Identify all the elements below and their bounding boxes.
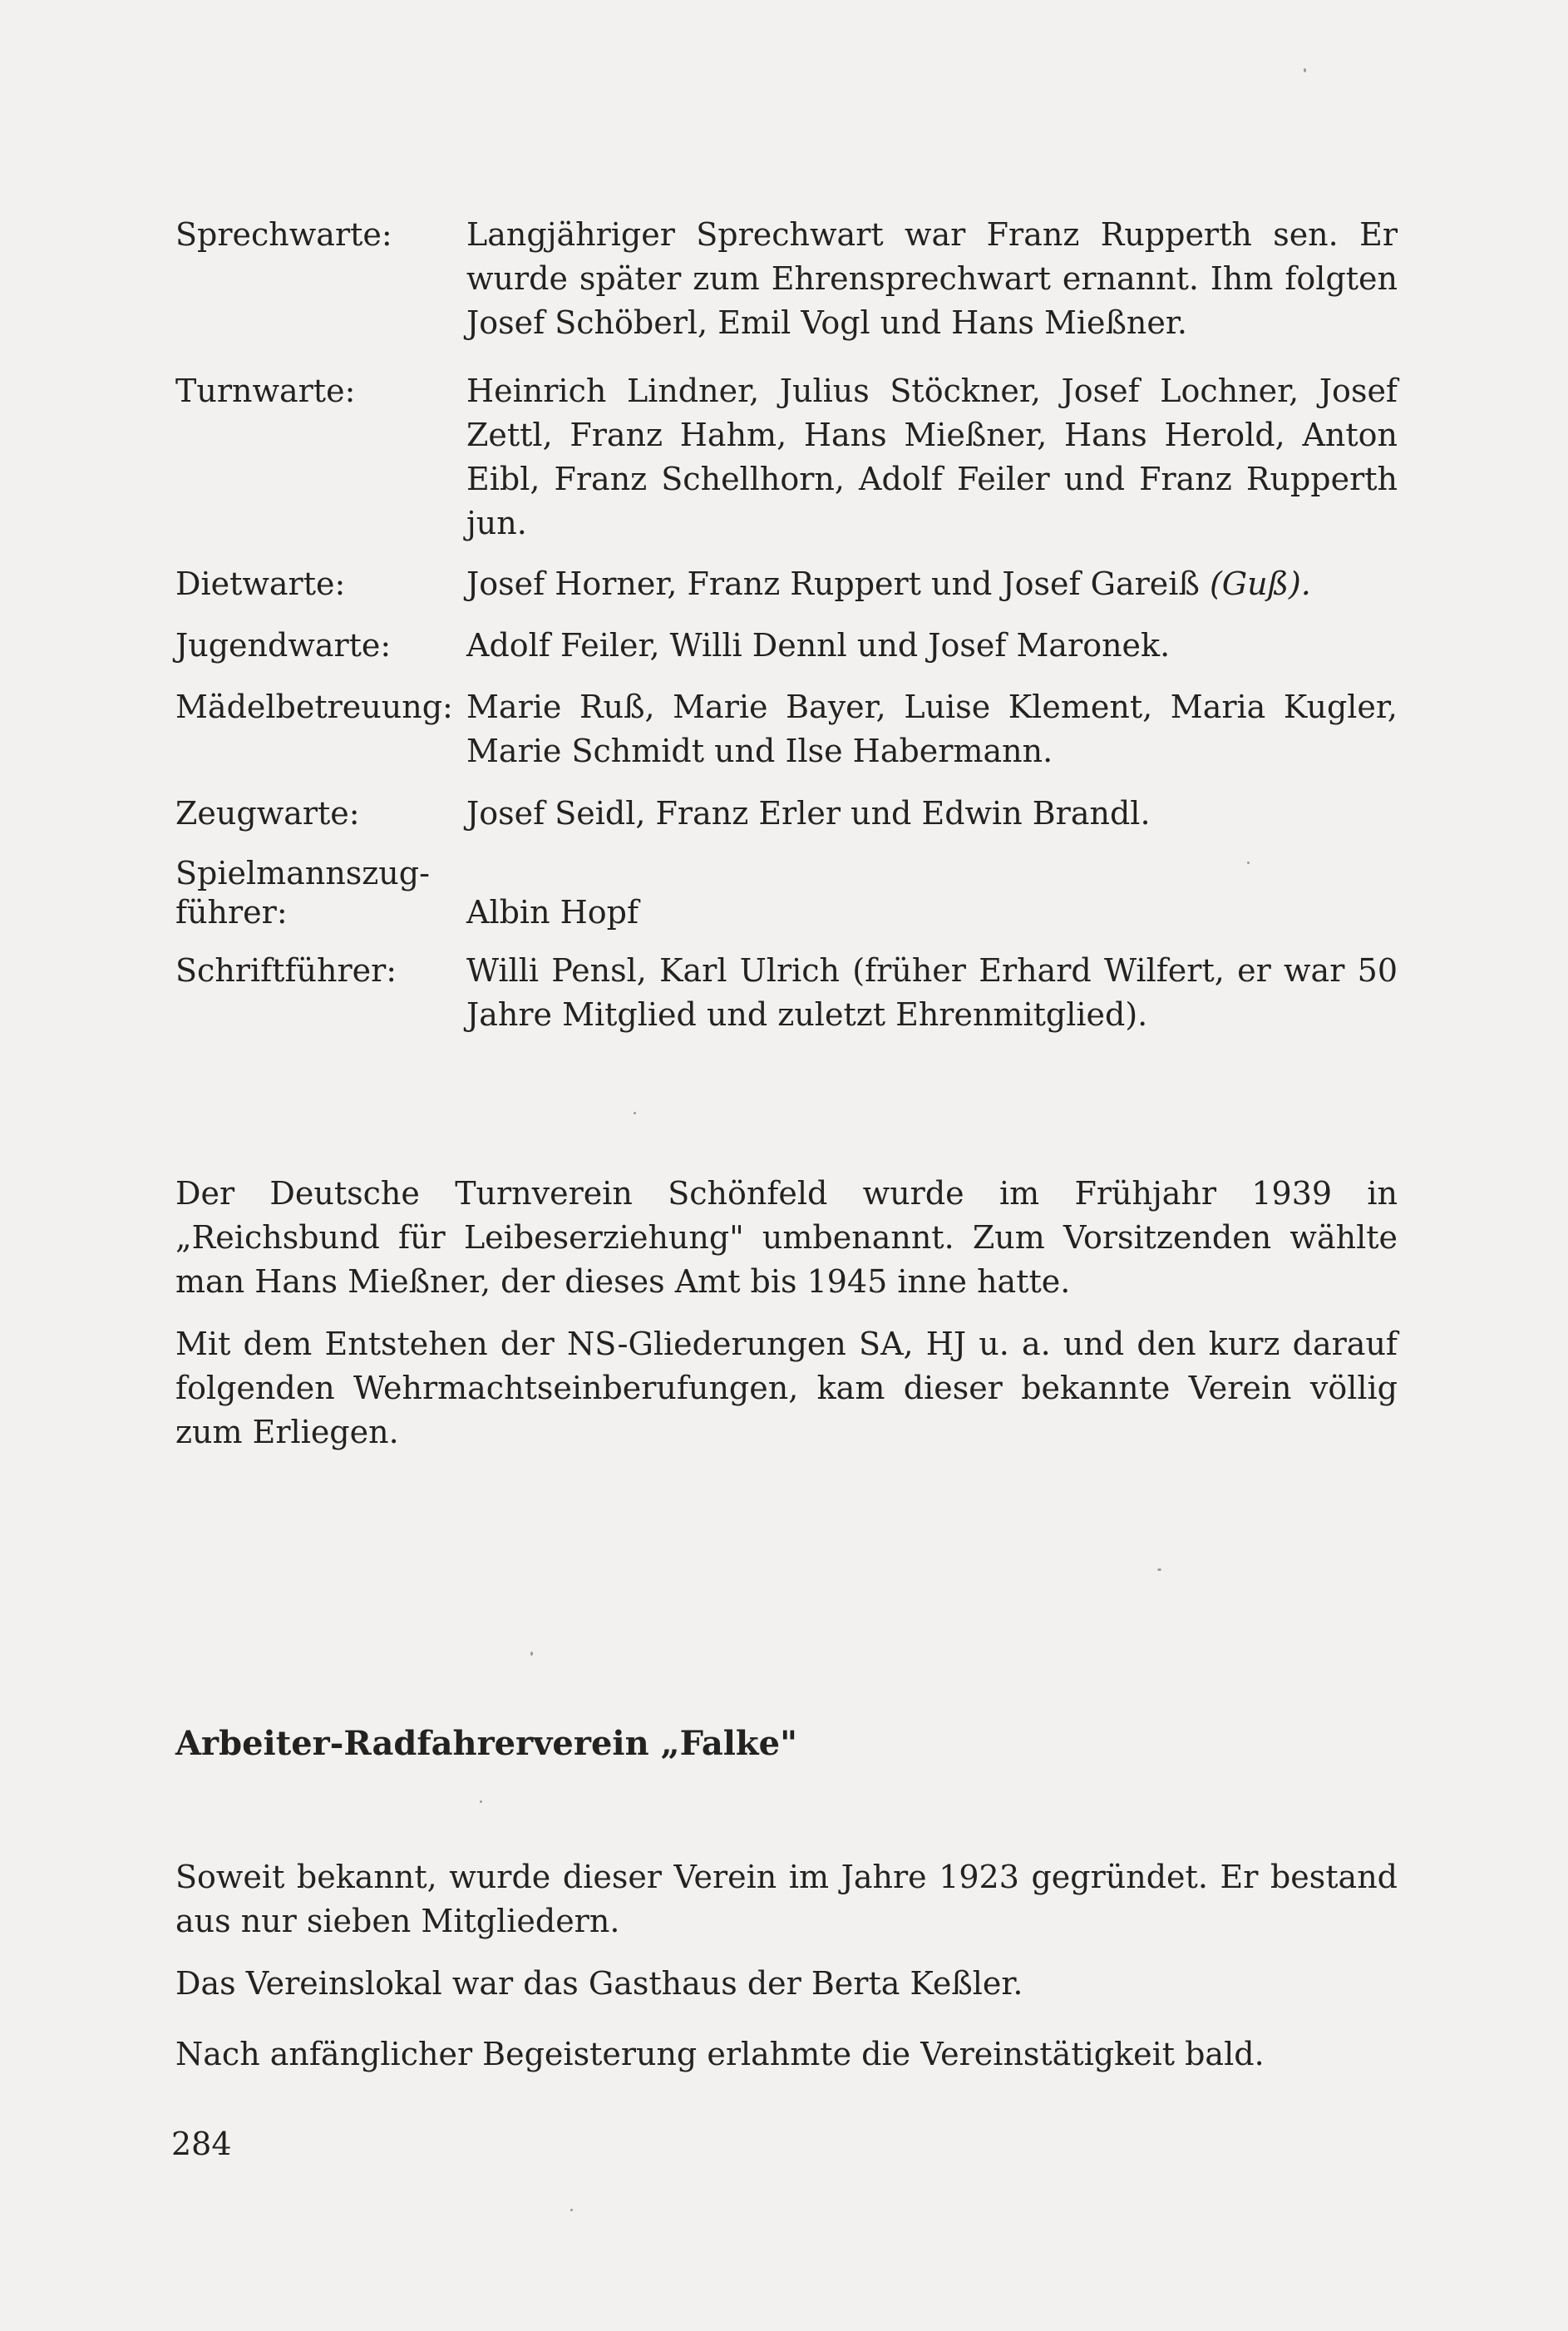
scan-speck [1157,1568,1161,1571]
body-paragraph: Nach anfänglicher Begeisterung erlahmte die Vereinstätigkeit bald. [175,2036,1265,2072]
officer-label: Mädelbetreuung: [175,689,453,725]
officer-row-maedelbetreuung [175,685,1398,773]
officer-names-text: Josef Horner, Franz Ruppert und Josef Gareiß [466,565,1200,602]
officer-row-zeugwarte [175,792,1398,836]
section-heading: Arbeiter-Radfahrerverein „Falke" [175,1724,797,1763]
body-paragraph: Das Vereinslokal war das Gasthaus der Berta Keßler. [175,1965,1023,2002]
officer-row-sprechwarte [175,213,1398,345]
officer-label [175,854,466,932]
body-paragraph: Soweit bekannt, wurde dieser Verein im Jahre 1923 gegründet. Er bestand aus nur sieben Mitgliedern. [175,1859,1398,1939]
officer-row-schriftfuehrer [175,949,1398,1037]
officer-label: Schriftführer: [175,952,397,989]
officer-names: Heinrich Lindner, Julius Stöckner, Josef Lochner, Josef Zettl, Franz Hahm, Hans Mießner, Hans Herold, Anton Eibl, Franz Schellhorn, Adolf Feiler und Franz Rupperth jun. [466,373,1398,541]
officer-row-spielmannszugfuehrer [175,854,1398,932]
body-paragraph: Mit dem Entstehen der NS-Gliederungen SA, HJ u. a. und den kurz darauf folgenden Wehrmachtseinberufungen, kam dieser bekannte Verein völlig zum Erliegen. [175,1326,1398,1450]
officer-names: Langjähriger Sprechwart war Franz Rupperth sen. Er wurde später zum Ehrensprechwart ernannt. Ihm folgten Josef Schöberl, Emil Vogl und Hans Mießner. [466,216,1398,341]
scan-speck [1304,68,1306,72]
officer-label: Zeugwarte: [175,795,360,832]
officer-label: Dietwarte: [175,565,346,602]
officers-list [175,213,1398,1037]
scan-speck [634,1112,636,1114]
officer-names: Adolf Feiler, Willi Dennl und Josef Maronek. [466,627,1171,664]
officer-names [466,562,1398,606]
scan-speck [480,1800,482,1803]
officer-label: Jugendwarte: [175,627,392,664]
officer-names: Marie Ruß, Marie Bayer, Luise Klement, Maria Kugler, Marie Schmidt und Ilse Habermann. [466,689,1398,769]
officer-row-dietwarte [175,562,1398,606]
officer-names-italic: (Guß). [1209,565,1311,602]
scan-speck [530,1652,533,1656]
officer-names: Albin Hopf [466,894,639,931]
page-number: 284 [171,2126,232,2162]
officer-label: Turnwarte: [175,373,356,409]
officer-label-line: führer: [175,894,288,931]
officer-names: Willi Pensl, Karl Ulrich (früher Erhard Wilfert, er war 50 Jahre Mitglied und zuletzt Ehrenmitglied). [466,952,1398,1033]
officer-names: Josef Seidl, Franz Erler und Edwin Brandl. [466,795,1151,832]
scan-speck [570,2209,573,2211]
officer-label-line: Spielmannszug- [175,855,430,891]
officer-row-jugendwarte [175,624,1398,668]
body-paragraph: Der Deutsche Turnverein Schönfeld wurde im Frühjahr 1939 in „Reichsbund für Leibeserziehung" umbenannt. Zum Vorsitzenden wählte man Hans Mießner, der dieses Amt bis 1945 inne hatte. [175,1175,1398,1300]
scan-speck [1247,862,1250,864]
officer-row-turnwarte [175,369,1398,546]
officer-label: Sprechwarte: [175,216,392,253]
